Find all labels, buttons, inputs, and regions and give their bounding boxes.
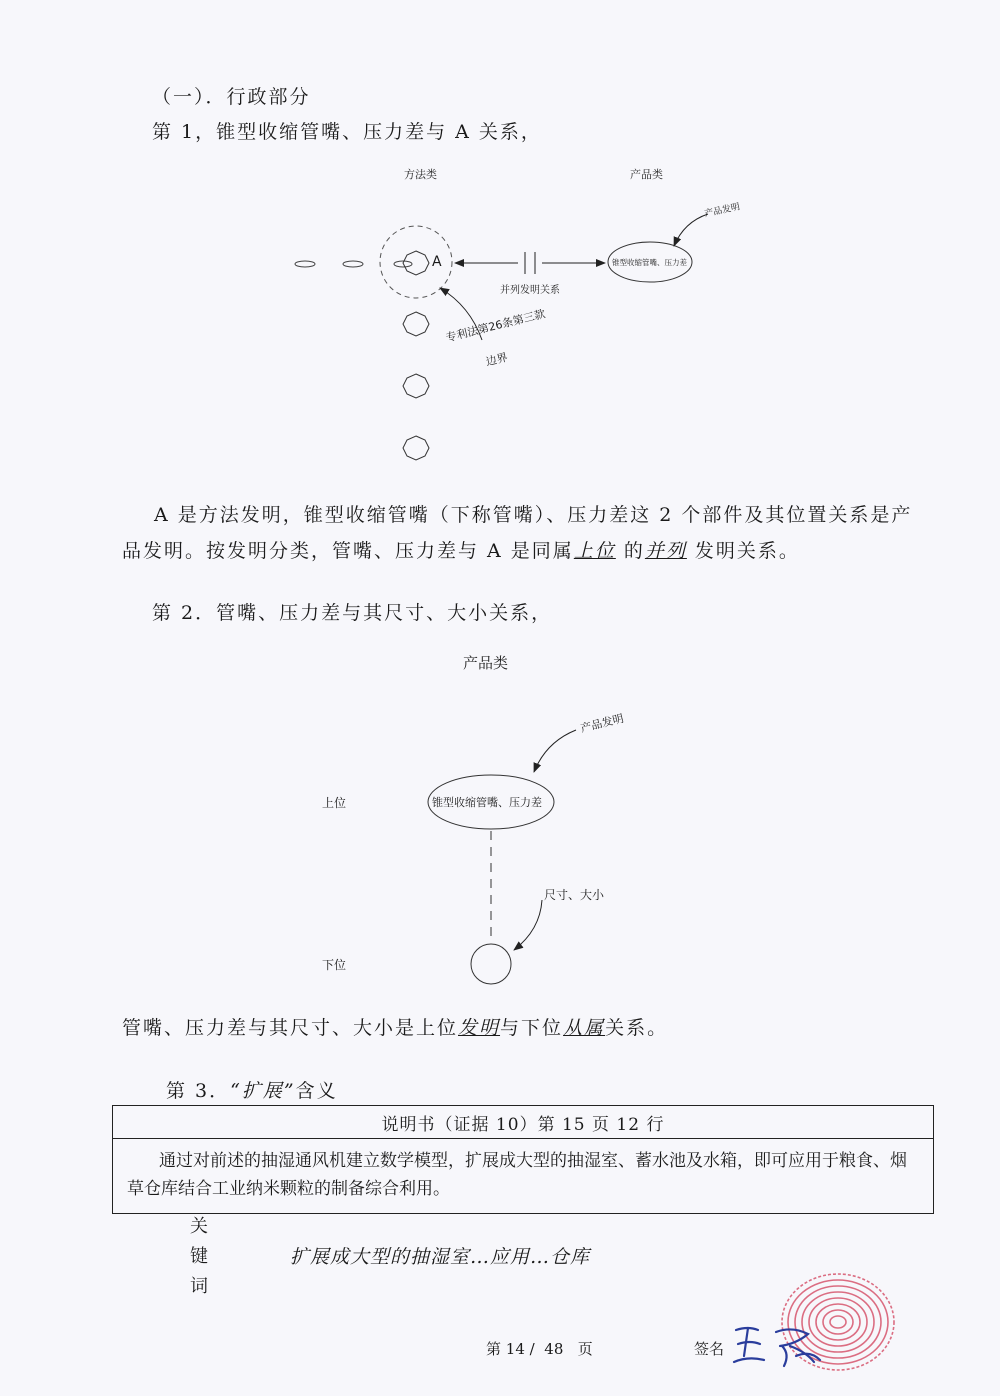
- section-title: （一）．行政部分: [152, 86, 311, 108]
- keyword-text: 扩展成大型的抽湿室…应用…仓库: [290, 1246, 591, 1268]
- emphasis-expand: “扩展”: [230, 1080, 296, 1102]
- label-method: 方法类: [404, 168, 437, 181]
- item1-heading: 第 1，锥型收缩管嘴、压力差与 A 关系，: [152, 121, 542, 143]
- label-product-invention-2: 产品发明: [579, 711, 626, 736]
- label-upper: 上位: [322, 796, 347, 810]
- label-product-2: 产品类: [463, 654, 509, 672]
- keyword-label-2: 键: [190, 1246, 208, 1267]
- patent-law-label: 专利法第26条第三款: [444, 307, 547, 345]
- emphasis-subordinate: 从属: [563, 1017, 606, 1039]
- item1-paragraph: A 是方法发明，锥型收缩管嘴（下称管嘴）、压力差这 2 个部件及其位置关系是产品发明。按发明分类，管嘴、压力差与 A 是同属上位 的并列 发明关系。: [122, 504, 913, 562]
- product-node-label-2: 锥型收缩管嘴、压力差: [432, 796, 542, 809]
- product-node-label: 锥型收缩管嘴、压力差: [612, 258, 687, 267]
- label-product-invention: 产品发明: [703, 202, 741, 220]
- keyword-label-1: 关: [190, 1216, 208, 1237]
- label-product: 产品类: [630, 168, 663, 181]
- item2-heading: 第 2．管嘴、压力差与其尺寸、大小关系，: [152, 602, 553, 624]
- size-label: 尺寸、大小: [544, 888, 605, 902]
- table-header: 说明书（证据 10）第 15 页 12 行: [113, 1106, 934, 1139]
- table-body: 通过对前述的抽湿通风机建立数学模型，扩展成大型的抽湿室、蓄水池及水箱，即可应用于粮食、烟草仓库结合工业纳米颗粒的制备综合利用。: [113, 1139, 934, 1214]
- parallel-relation-label: 并列发明关系: [500, 285, 560, 296]
- emphasis-invention: 发明: [458, 1017, 501, 1039]
- signature-label: 签名: [694, 1340, 725, 1358]
- keyword-label-3: 词: [190, 1276, 208, 1297]
- item2-paragraph: 管嘴、压力差与其尺寸、大小是上位发明与下位从属关系。: [122, 1017, 669, 1039]
- emphasis-parallel: 并列: [644, 540, 687, 562]
- page-number: 第 14 / 48 页: [486, 1340, 593, 1358]
- item3-heading: 第 3．“扩展”含义: [166, 1080, 338, 1102]
- node-a-label: A: [432, 254, 442, 270]
- boundary-label: 边界: [484, 350, 509, 369]
- emphasis-upper: 上位: [573, 540, 616, 562]
- label-lower: 下位: [322, 958, 347, 972]
